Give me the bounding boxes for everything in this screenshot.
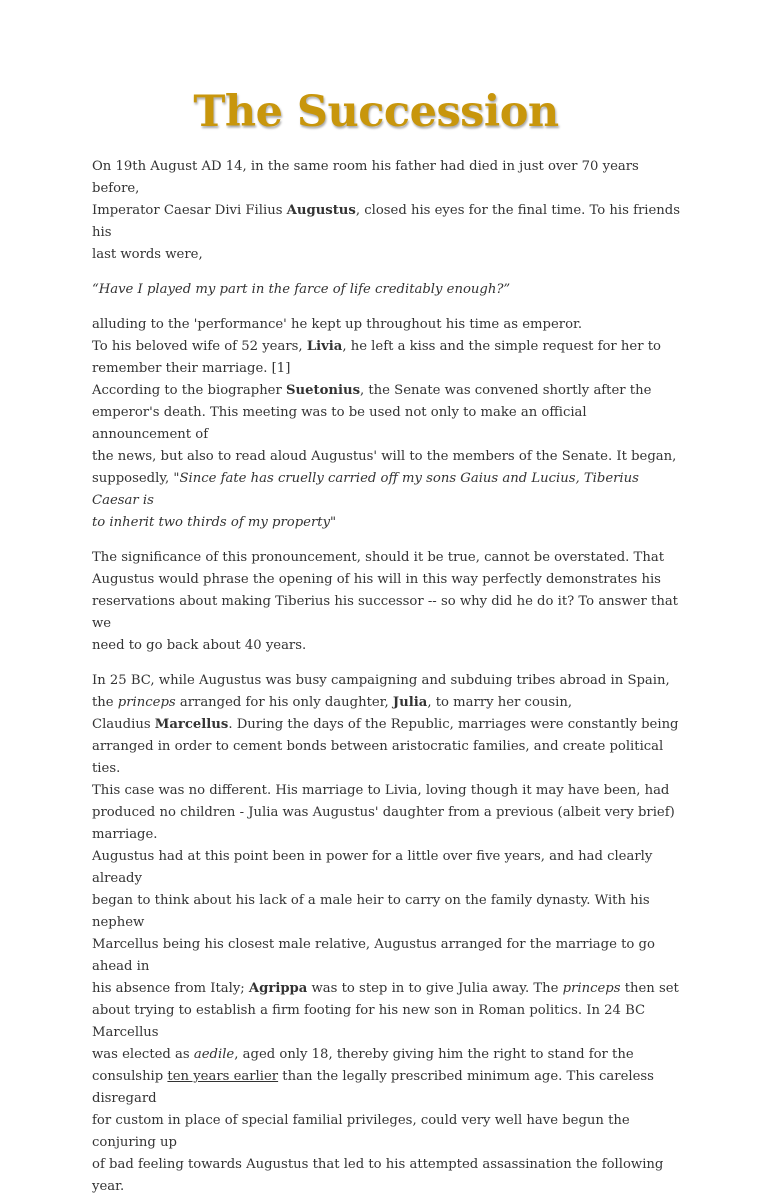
- text-line: , closed his eyes for the final time. To his friends his: [92, 203, 681, 240]
- name-julia: Julia: [392, 695, 428, 710]
- text-line: arranged in order to cement bonds between aristocratic families, and create political ties.: [92, 739, 664, 776]
- text-line: According to the biographer: [92, 383, 286, 398]
- text-line: The significance of this pronouncement, should it be true, cannot be overstated. That: [92, 550, 664, 565]
- text-line: ": [330, 515, 337, 530]
- text-line: arranged for his only daughter,: [175, 695, 393, 710]
- will-quote: Since fate has cruelly carried off my sons Gaius and Lucius, Tiberius Caesar is: [92, 471, 639, 508]
- paragraph-marcellus: [92, 670, 682, 1198]
- text-line: began to think about his lack of a male heir to carry on the family dynasty. With his nephew: [92, 893, 650, 930]
- term-princeps: princeps: [562, 981, 621, 996]
- last-words-quote: “Have I played my part in the farce of life creditably enough?”: [92, 282, 511, 297]
- text-line: Marcellus being his closest male relative, Augustus arranged for the marriage to go ahead in: [92, 937, 655, 974]
- paragraph-significance: [92, 547, 682, 657]
- text-line: , aged only 18, thereby giving him the right to stand for the: [234, 1047, 634, 1062]
- text-line: then set: [620, 981, 679, 996]
- text-line: remember their marriage. [1]: [92, 361, 291, 376]
- text-line: marriage.: [92, 827, 158, 842]
- text-line: produced no children - Julia was Augustus' daughter from a previous (albeit very brief): [92, 805, 675, 820]
- text-line: supposedly, ": [92, 471, 180, 486]
- text-line: reservations about making Tiberius his successor -- so why did he do it? To answer that we: [92, 594, 678, 631]
- text-line: On 19th August AD 14, in the same room his father had died in just over 70 years before,: [92, 159, 639, 196]
- text-line: need to go back about 40 years.: [92, 638, 307, 653]
- name-augustus: Augustus: [286, 203, 356, 218]
- text-line: consulship: [92, 1069, 168, 1084]
- text-line: , the Senate was convened shortly after the: [360, 383, 652, 398]
- text-line: for custom in place of special familial privileges, could very well have begun the conjuring up: [92, 1113, 630, 1150]
- name-marcellus: Marcellus: [154, 717, 229, 732]
- text-line: , he left a kiss and the simple request for her to: [342, 339, 661, 354]
- text-line: about trying to establish a firm footing for his new son in Roman politics. In 24 BC Marcellus: [92, 1003, 646, 1040]
- article-body: [92, 156, 682, 1198]
- text-line: of bad feeling towards Augustus that led to his attempted assassination the following year.: [92, 1157, 664, 1194]
- paragraph-will: [92, 314, 682, 534]
- text-line: To his beloved wife of 52 years,: [92, 339, 307, 354]
- text-line: alluding to the 'performance' he kept up throughout his time as emperor.: [92, 317, 583, 332]
- text-line: the: [92, 695, 118, 710]
- text-line: emperor's death. This meeting was to be used not only to make an official announcement of: [92, 405, 587, 442]
- text-line: last words were,: [92, 247, 203, 262]
- text-line: the news, but also to read aloud Augustus' will to the members of the Senate. It began,: [92, 449, 677, 464]
- text-line: Augustus would phrase the opening of his will in this way perfectly demonstrates his: [92, 572, 661, 587]
- term-princeps: princeps: [117, 695, 176, 710]
- text-line: In 25 BC, while Augustus was busy campaigning and subduing tribes abroad in Spain,: [92, 673, 670, 688]
- will-quote: to inherit two thirds of my property: [92, 515, 331, 530]
- text-line: . During the days of the Republic, marriages were constantly being: [228, 717, 679, 732]
- text-line: was to step in to give Julia away. The: [307, 981, 563, 996]
- name-agrippa: Agrippa: [248, 981, 308, 996]
- text-line: , to marry her cousin,: [427, 695, 573, 710]
- text-line: was elected as: [92, 1047, 194, 1062]
- text-line: his absence from Italy;: [92, 981, 249, 996]
- text-line: than the legally prescribed minimum age. This careless disregard: [92, 1069, 654, 1106]
- name-livia: Livia: [306, 339, 343, 354]
- term-aedile: aedile: [193, 1047, 235, 1062]
- text-line: This case was no different. His marriage to Livia, loving though it may have been, had: [92, 783, 670, 798]
- page-title: The Succession: [193, 87, 559, 137]
- text-line: Claudius: [92, 717, 155, 732]
- text-line: Imperator Caesar Divi Filius: [92, 203, 287, 218]
- paragraph-death: [92, 156, 682, 266]
- ten-years-earlier-link[interactable]: ten years earlier: [167, 1069, 279, 1084]
- name-suetonius: Suetonius: [286, 383, 360, 398]
- text-line: Augustus had at this point been in power for a little over five years, and had clearly already: [92, 849, 653, 886]
